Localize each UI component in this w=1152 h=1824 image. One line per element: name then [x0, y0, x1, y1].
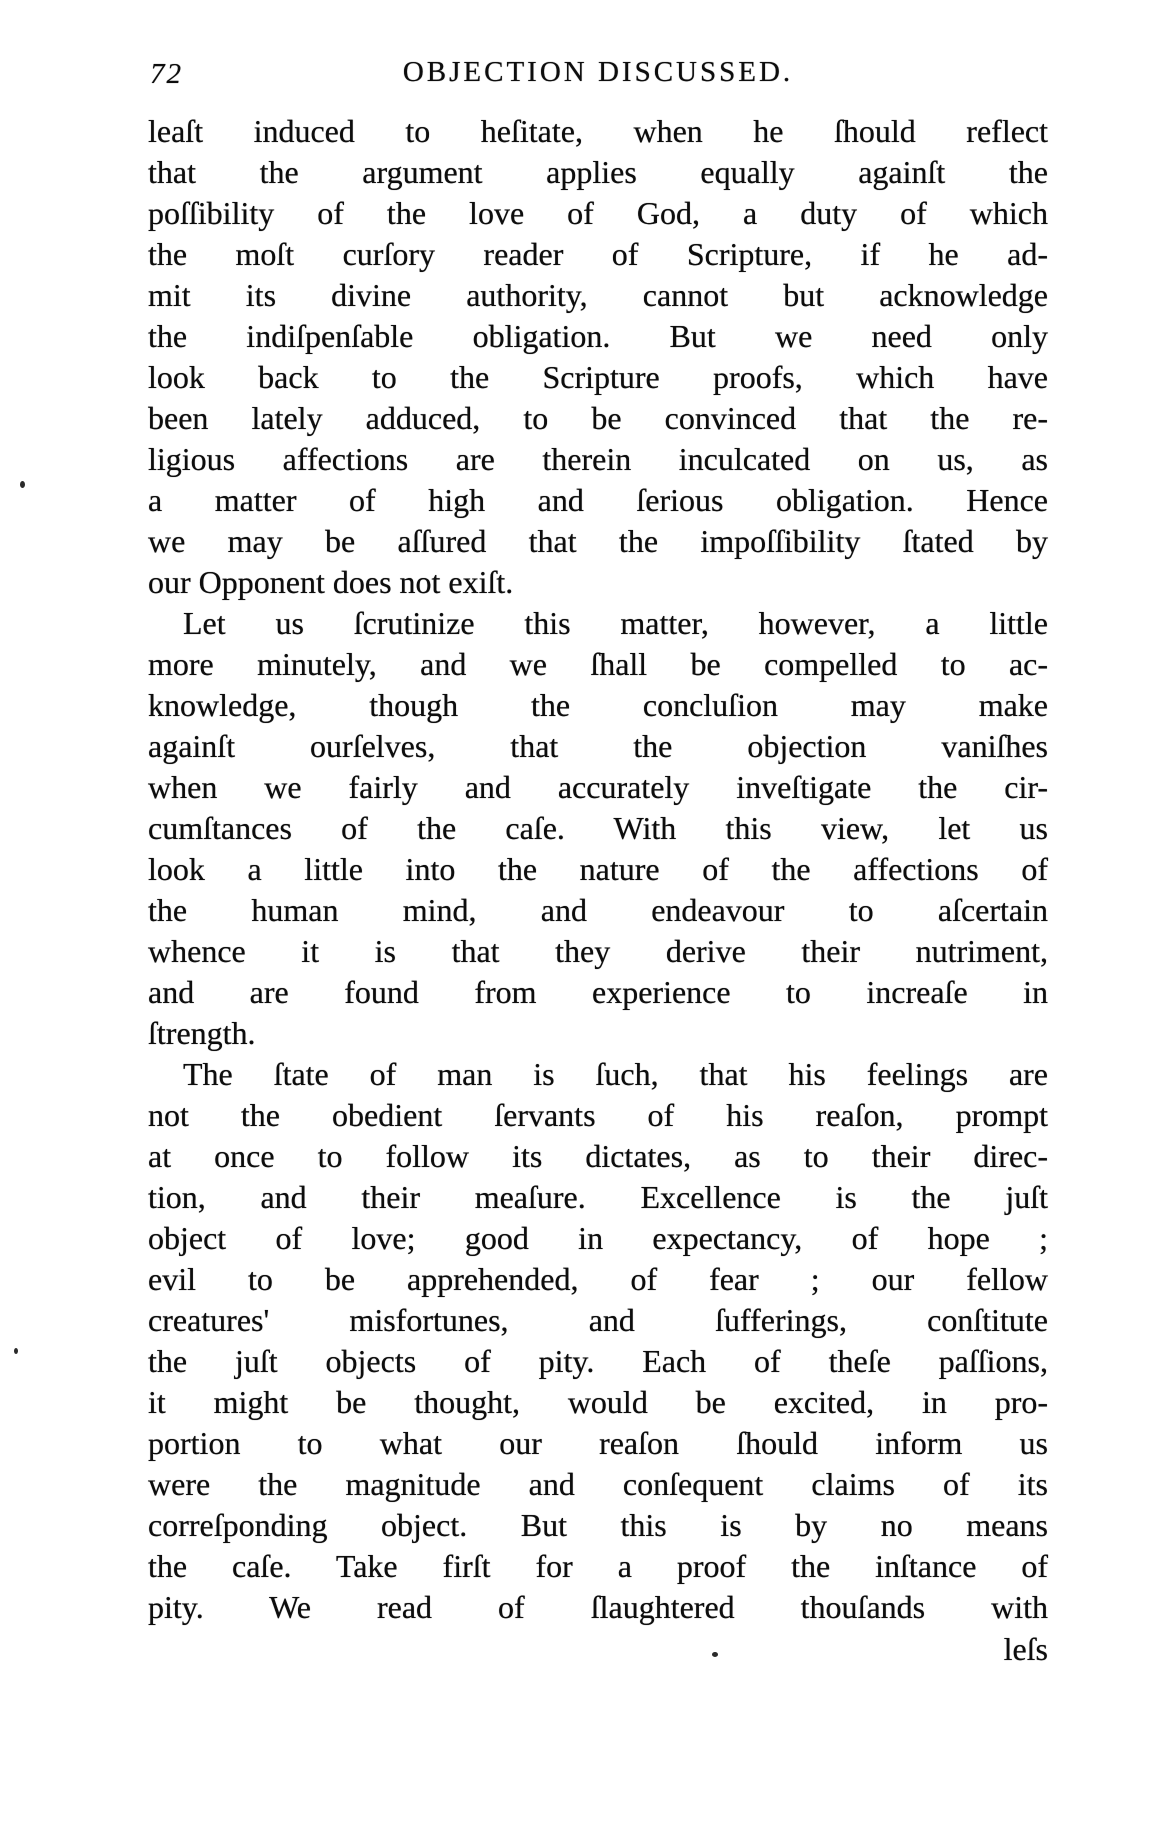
text-line: we may be aſſured that the impoſſibility ſtated by: [148, 523, 1048, 559]
page-number: 72: [150, 58, 183, 90]
text-line: cumſtances of the caſe. With this view, let us: [148, 810, 1048, 846]
text-line: knowledge, though the concluſion may make: [148, 687, 1048, 723]
paragraph: [148, 1054, 1048, 1628]
text-line: look a little into the nature of the affections of: [148, 851, 1048, 887]
text-line: ligious affections are therein inculcated on us, as: [148, 441, 1048, 477]
catchword: leſs: [1003, 1631, 1048, 1667]
text-line: been lately adduced, to be convinced that the re-: [148, 400, 1048, 436]
text-line: correſponding object. But this is by no means: [148, 1507, 1048, 1543]
text-line: look back to the Scripture proofs, which have: [148, 359, 1048, 395]
text-line: the indiſpenſable obligation. But we need only: [148, 318, 1048, 354]
text-line: Let us ſcrutinize this matter, however, a little: [183, 605, 1048, 641]
text-line: leaſt induced to heſitate, when he ſhould reflect: [148, 113, 1048, 149]
text-line: pity. We read of ſlaughtered thouſands with: [148, 1589, 1048, 1625]
text-line: the caſe. Take firſt for a proof the inſtance of: [148, 1548, 1048, 1584]
text-line: ſtrength.: [148, 1015, 256, 1051]
text-line: tion, and their meaſure. Excellence is the juſt: [148, 1179, 1048, 1215]
scan-speck: [712, 1652, 718, 1657]
text-line: The ſtate of man is ſuch, that his feelings are: [183, 1056, 1048, 1092]
text-line: when we fairly and accurately inveſtigate the cir-: [148, 769, 1048, 805]
text-line: poſſibility of the love of God, a duty of which: [148, 195, 1048, 231]
text-line: creatures' misfortunes, and ſufferings, conſtitute: [148, 1302, 1048, 1338]
text-line: mit its divine authority, cannot but acknowledge: [148, 277, 1048, 313]
text-line: portion to what our reaſon ſhould inform us: [148, 1425, 1048, 1461]
body-text: [148, 111, 1048, 1628]
page-header: [148, 56, 1048, 96]
paragraph: [148, 603, 1048, 1054]
text-line: againſt ourſelves, that the objection vaniſhes: [148, 728, 1048, 764]
text-line: object of love; good in expectancy, of hope ;: [148, 1220, 1048, 1256]
text-line: evil to be apprehended, of fear ; our fellow: [148, 1261, 1048, 1297]
text-line: the moſt curſory reader of Scripture, if he ad-: [148, 236, 1048, 272]
text-line: and are found from experience to increaſe in: [148, 974, 1048, 1010]
text-line: the human mind, and endeavour to aſcertain: [148, 892, 1048, 928]
running-title: OBJECTION DISCUSSED.: [402, 56, 794, 88]
scan-speck: [20, 481, 25, 488]
text-line: not the obedient ſervants of his reaſon, prompt: [148, 1097, 1048, 1133]
text-line: a matter of high and ſerious obligation. Hence: [148, 482, 1048, 518]
text-line: that the argument applies equally againſt the: [148, 154, 1048, 190]
scan-speck: [14, 1348, 18, 1354]
text-line: whence it is that they derive their nutriment,: [148, 933, 1048, 969]
text-line: at once to follow its dictates, as to their direc-: [148, 1138, 1048, 1174]
text-line: our Opponent does not exiſt.: [148, 564, 514, 600]
text-line: the juſt objects of pity. Each of theſe paſſions,: [148, 1343, 1048, 1379]
paragraph: [148, 111, 1048, 603]
text-line: more minutely, and we ſhall be compelled to ac-: [148, 646, 1048, 682]
text-line: it might be thought, would be excited, in pro-: [148, 1384, 1048, 1420]
text-line: were the magnitude and conſequent claims of its: [148, 1466, 1048, 1502]
